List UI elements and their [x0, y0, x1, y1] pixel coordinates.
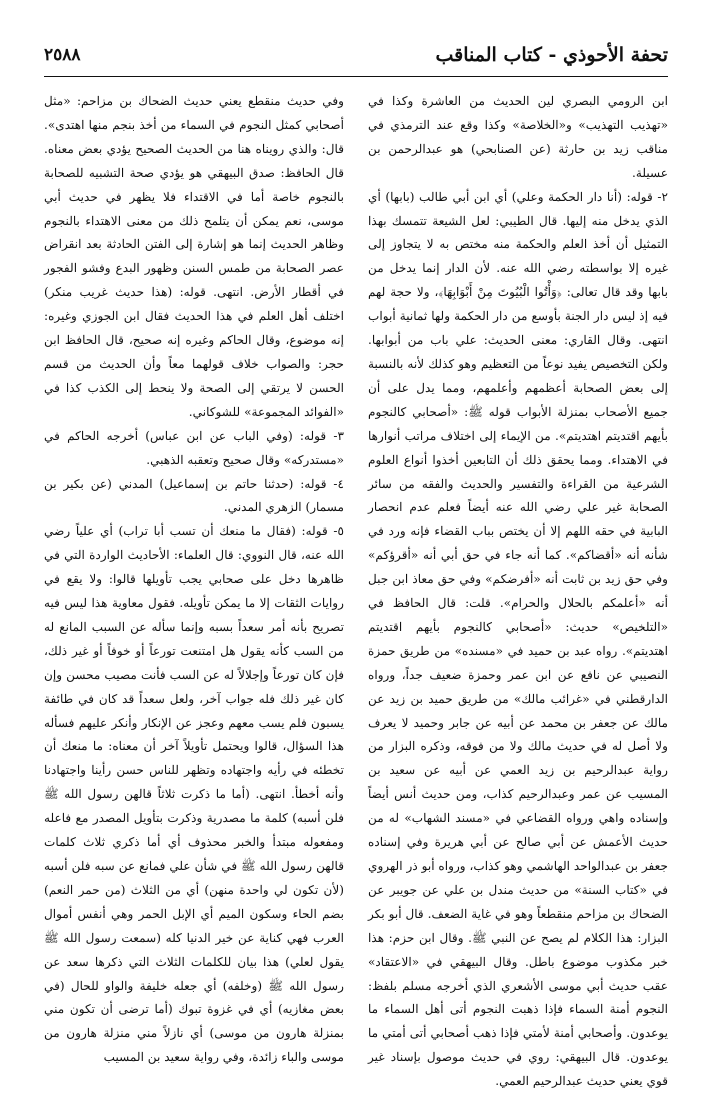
paragraph: وفي حديث منقطع يعني حديث الضحاك بن مزاحم: «مثل أصحابي كمثل النجوم في السماء من أخذ بنجم منها اهتدى». قال: والذي رويناه هنا من الحديث الصحيح يؤدي بعض معناه. قال الحافظ: صدق البيهقي هو يؤدي صحة التشبيه للصحابة بالنجوم خاصة أما في الاقتداء فلا يظهر في حديث أبي موسى، نعم يمكن أن يتلمح ذلك من معنى الاهتداء بالنجوم وظاهر الحديث إنما هو إشارة إلى الفتن الحادثة بعد انقراض عصر الصحابة من طمس السنن وظهور البدع وفشو الفجور في أقطار الأرض. انتهى. قوله: (هذا حديث غريب منكر) اختلف أهل العلم في هذا الحديث فقال ابن الجوزي وغيره: إنه موضوع، وقال الحاكم وغيره إنه صحيح، قال الحافظ ابن حجر: والصواب خلاف قولهما معاً وأن الحديث من قسم الحسن لا يرتقي إلى الصحة ولا ينحط إلى الكذب كذا في «الفوائد المجموعة» للشوكاني.: [44, 94, 344, 419]
page-header: [44, 38, 668, 72]
right-column: [368, 90, 668, 1089]
left-column: [44, 90, 344, 1080]
paragraph: ٥- قوله: (فقال ما منعك أن تسب أبا تراب) أي علياً رضي الله عنه، قال النووي: قال العلماء: الأحاديث الواردة التي في ظاهرها دخل على صحابي يجب تأويلها قالوا: ولا يقع في روايات الثقات إلا ما يمكن تأويله. فقول معاوية هذا ليس فيه تصريح بأنه أمر سعداً بسبه وإنما سأله عن السبب المانع له من السب كأنه يقول هل امتنعت تورعاً أو خوفاً أو غير ذلك، فإن كان تورعاً وإجلالاً له عن السب فأنت مصيب محسن وإن كان غير ذلك فله جواب آخر، ولعل سعداً قد كان في طائفة يسبون فلم يسب معهم وعجز عن الإنكار وأنكر عليهم فسأله هذا السؤال، قالوا ويحتمل تأويلاً آخر أن معناه: ما منعك أن تخطئه في رأيه واجتهاده وتظهر للناس حسن رأينا واجتهادنا وأنه أخطأ. انتهى. (أما ما ذكرت ثلاثاً قالهن رسول الله ﷺ فلن أسبه) كلمة ما مصدرية وذكرت بتأويل المصدر مع فاعله ومفعوله مبتدأ والخبر محذوف أي أما ذكري ثلاث كلمات قالهن رسول الله ﷺ في شأن علي فمانع عن سبه فلن أسبه (لأن تكون لي واحدة منهن) أي من الثلاث (من حمر النعم) بضم الحاء وسكون الميم أي الإبل الحمر وهي أنفس أموال العرب فهي كناية عن خير الدنيا كله (سمعت رسول الله ﷺ يقول لعلي) هذا بيان للكلمات الثلاث التي ذكرها سعد عن رسول الله ﷺ (وخلفه) أي جعله خليفة والواو للحال (في بعض مغازيه) أي في غزوة تبوك (أما ترضى أن تكون مني بمنزلة هارون من موسى) أي نازلاً مني منزلة هارون من موسى والباء زائدة، وفي رواية سعيد بن المسيب: [44, 524, 344, 1065]
header-rule: [44, 76, 668, 77]
paragraph: ٢- قوله: (أنا دار الحكمة وعلي) أي ابن أبي طالب (بابها) أي الذي يدخل منه إليها. قال الطيبي: لعل الشيعة تتمسك بهذا التمثيل أن أخذ العلم والحكمة منه مختص به لا يتجاوز إلى غيره إلا بواسطته رضي الله عنه. لأن الدار إنما يدخل من بابها وقد قال تعالى: ﴿وَأْتُوا الْبُيُوتَ مِنْ أَبْوَابِهَا﴾، ولا حجة لهم فيه إذ ليس دار الجنة بأوسع من دار الحكمة ولها ثمانية أبواب انتهى. وقال القاري: معنى الحديث: علي باب من أبوابها. ولكن التخصيص يفيد نوعاً من التعظيم وهو كذلك لأنه بالنسبة إلى بعض الصحابة أعظمهم وأعلمهم، ومما يدل على أن جميع الأصحاب بمنزلة الأبواب قوله ﷺ: «أصحابي كالنجوم بأيهم اقتديتم اهتديتم». من الإيماء إلى اختلاف مراتب أنوارها في الاهتداء. ومما يحقق ذلك أن التابعين أخذوا أنواع العلوم الشرعية من القراءة والتفسير والحديث والفقه من سائر الصحابة غير علي رضي الله عنه أيضاً فعلم عدم انحصار البابية في حقه اللهم إلا أن يختص بباب القضاء فإنه ورد في شأنه أنه «أقضاكم». كما أنه جاء في حق أبي أنه «أقرؤكم» وفي حق زيد بن ثابت أنه «أفرضكم» وفي حق معاذ ابن جبل أنه «أعلمكم بالحلال والحرام». قلت: قال الحافظ في «التلخيص» حديث: «أصحابي كالنجوم بأيهم اقتديتم اهتديتم». رواه عبد بن حميد في «مسنده» من طريق حمزة النصيبي عن نافع عن ابن عمر وحمزة ضعيف جداً، ورواه الدارقطني في «غرائب مالك» من طريق حميد بن زيد عن مالك عن جعفر بن محمد عن أبيه عن جابر وحميد لا يعرف ولا أصل له في حديث مالك ولا من فوقه، وذكره البزار من رواية عبدالرحيم بن زيد العمي عن أبيه عن سعيد بن المسيب عن عمر وعبدالرحيم كذاب، ومن حديث أنس أيضاً وإسناده واهي ورواه القضاعي في «مسند الشهاب» له من حديث الأعمش عن أبي صالح عن أبي هريرة وفي إسناده جعفر بن عبدالواحد الهاشمي وهو كذاب، ورواه أبو ذر الهروي في «كتاب السنة» من حديث مندل بن علي عن جويبر عن الضحاك بن مزاحم منقطعاً وهو في غاية الضعف. قال أبو بكر البزار: هذا الكلام لم يصح عن النبي ﷺ. وقال ابن حزم: هذا خبر مكذوب موضوع باطل. وقال البيهقي في «الاعتقاد» عقب حديث أبي موسى الأشعري الذي أخرجه مسلم بلفظ: النجوم أمنة السماء فإذا ذهبت النجوم أتى أهل السماء ما يوعدون. وأصحابي أمنة لأمتي فإذا ذهب أصحابي أتى أمتي ما يوعدون. قال البيهقي: روي في حديث موصول بإسناد غير قوي يعني حديث عبدالرحيم العمي.: [368, 189, 668, 1089]
paragraph: ابن الرومي البصري لين الحديث من العاشرة وكذا في «تهذيب التهذيب» و«الخلاصة» وكذا وقع عند الترمذي في مناقب زيد بن حارثة (عن الصنابحي) هو عبدالرحمن بن عسيلة.: [368, 94, 668, 180]
page-number: ٢٥٨٨: [44, 45, 81, 65]
running-title: تحفة الأحوذي - كتاب المناقب: [435, 44, 668, 66]
paragraph: ٤- قوله: (حدثنا حاتم بن إسماعيل) المدني (عن بكير بن مسمار) الزهري المدني.: [44, 476, 344, 515]
paragraph: ٣- قوله: (وفي الباب عن ابن عباس) أخرجه الحاكم في «مستدركه» وقال صحيح وتعقبه الذهبي.: [44, 428, 344, 467]
text-columns: [44, 90, 668, 1089]
